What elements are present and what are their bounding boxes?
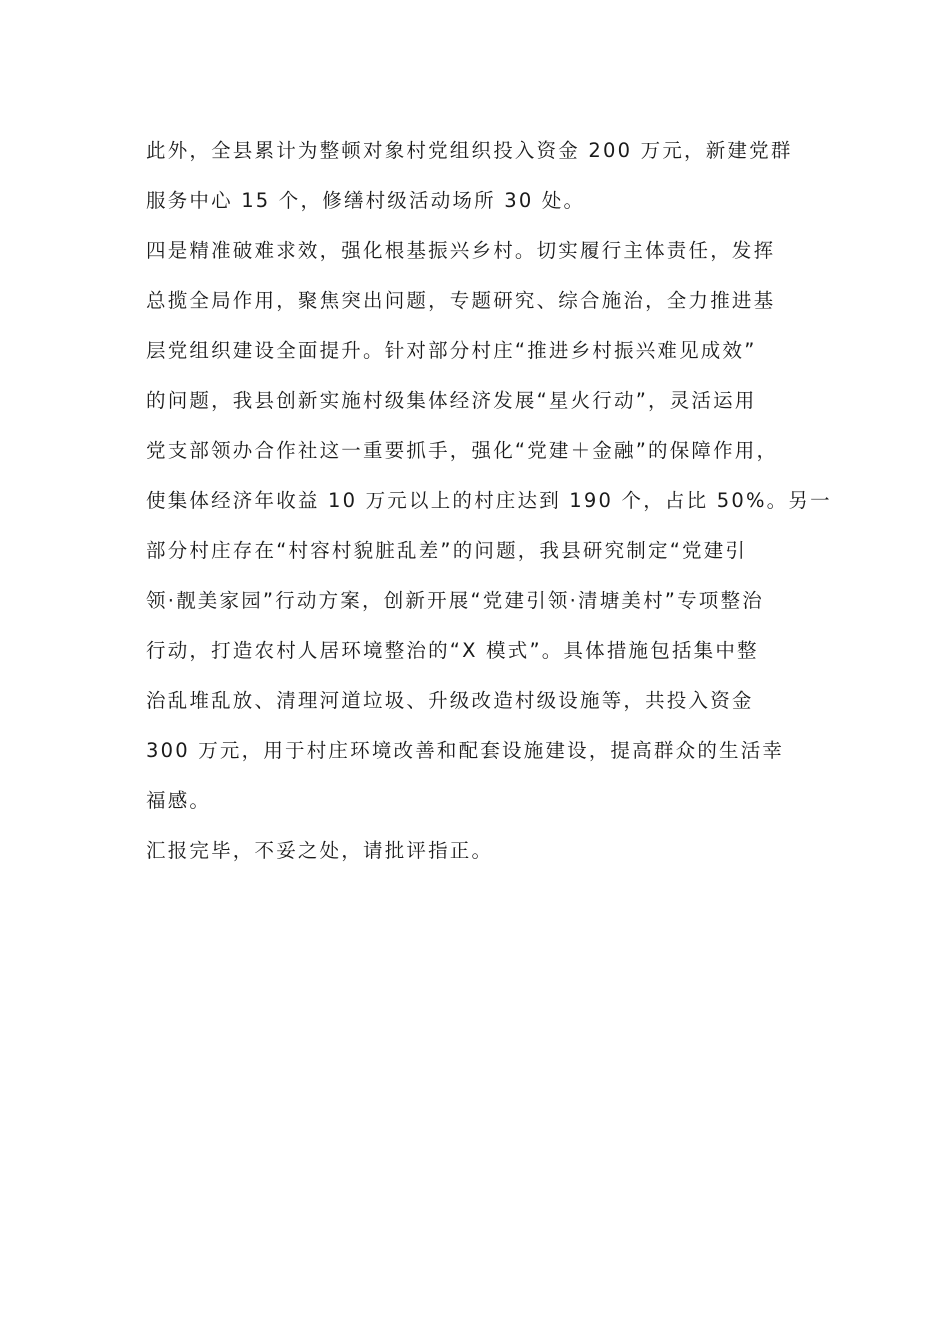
paragraph-line: 300 万元，用于村庄环境改善和配套设施建设，提高群众的生活幸 xyxy=(146,739,785,762)
paragraph-line: 服务中心 15 个，修缮村级活动场所 30 处。 xyxy=(146,189,586,212)
paragraph-line: 层党组织建设全面提升。针对部分村庄“推进乡村振兴难见成效” xyxy=(146,339,757,362)
document-body xyxy=(146,131,832,881)
paragraph-line: 治乱堆乱放、清理河道垃圾、升级改造村级设施等，共投入资金 xyxy=(146,689,754,712)
paragraph-line: 领·靓美家园”行动方案，创新开展“党建引领·清塘美村”专项整治 xyxy=(146,589,764,612)
paragraph-line: 总揽全局作用，聚焦突出问题，专题研究、综合施治，全力推进基 xyxy=(146,289,776,312)
paragraph-line: 的问题，我县创新实施村级集体经济发展“星火行动”，灵活运用 xyxy=(146,389,757,412)
paragraph-line: 此外，全县累计为整顿对象村党组织投入资金 200 万元，新建党群 xyxy=(146,139,793,162)
paragraph-line: 使集体经济年收益 10 万元以上的村庄达到 190 个，占比 50%。另一 xyxy=(146,489,832,512)
paragraph-line: 四是精准破难求效，强化根基振兴乡村。切实履行主体责任，发挥 xyxy=(146,239,776,262)
paragraph-line: 党支部领办合作社这一重要抓手，强化“党建＋金融”的保障作用， xyxy=(146,439,779,462)
paragraph-line: 福感。 xyxy=(146,789,212,812)
paragraph-line: 部分村庄存在“村容村貌脏乱差”的问题，我县研究制定“党建引 xyxy=(146,539,748,562)
closing-line: 汇报完毕，不妥之处，请批评指正。 xyxy=(146,839,494,862)
paragraph-line: 行动，打造农村人居环境整治的“X 模式”。具体措施包括集中整 xyxy=(146,639,759,662)
